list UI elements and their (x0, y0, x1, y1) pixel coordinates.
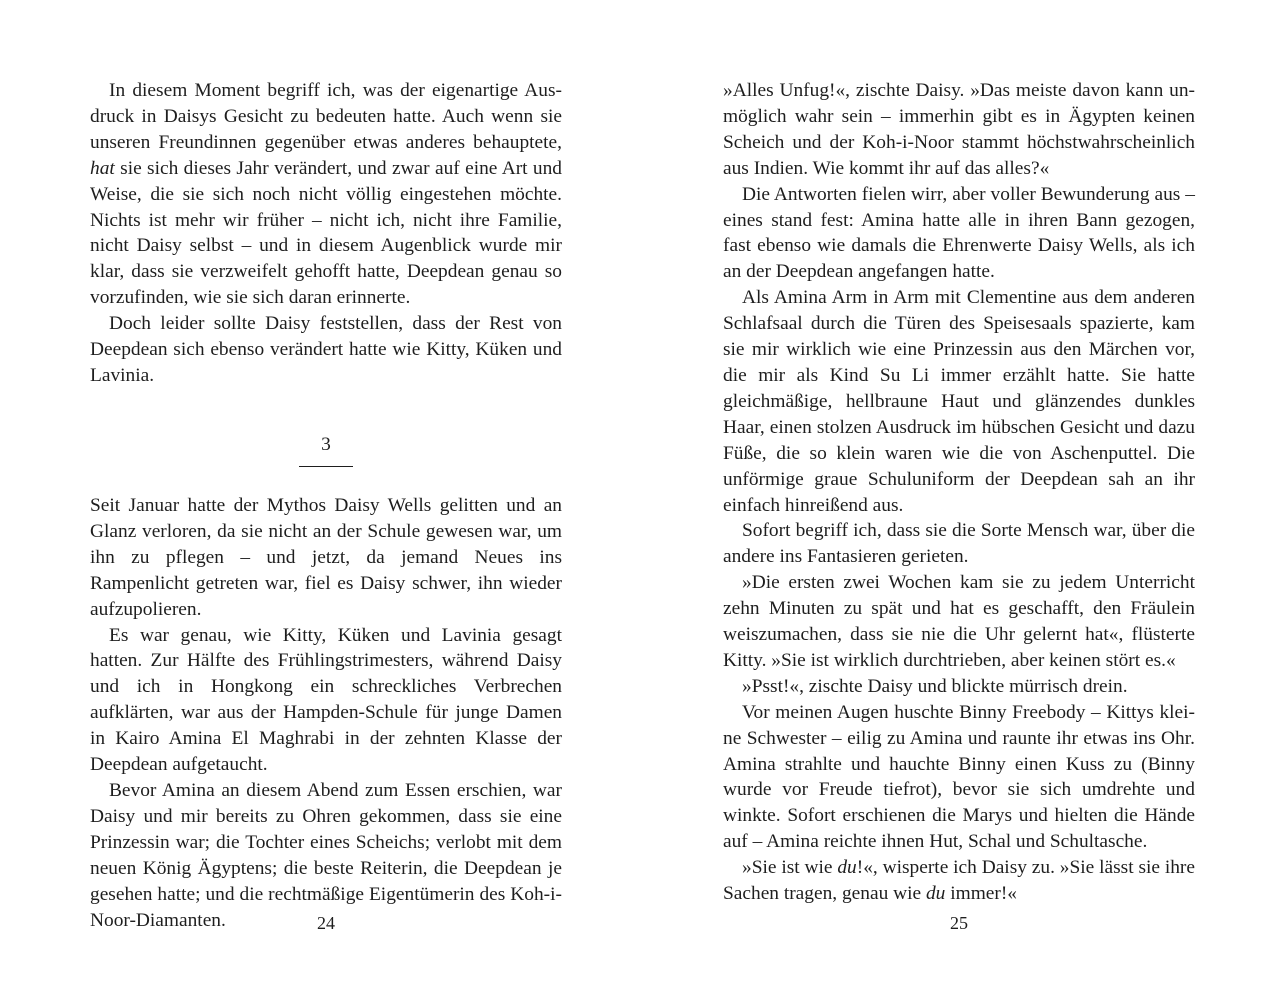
left-page (90, 0, 562, 1000)
emphasized-word: du (925, 883, 946, 905)
chapter-number: 3 (321, 434, 331, 455)
paragraph (90, 78, 562, 311)
paragraph-text: »Sie ist wie (742, 857, 838, 879)
paragraph-text: In diesem Moment begriff ich, was der eigenartige Ausdruck in Daisys Gesicht zu bedeuten hatte. Auch wenn sie unseren Freundinnen gegenüber etwas anderes behauptete, (90, 80, 562, 153)
paragraph (90, 311, 562, 389)
paragraph: »Alles Unfug!«, zischte Daisy. »Das meiste davon kann unmöglich wahr sein – immerhin gibt es in Ägypten keinen Scheich und der Koh-i-Noor stammt höchstwahrscheinlich aus Indien. Wie kommt ihr auf das alles?« (723, 80, 1195, 179)
paragraph-text: immer!« (945, 883, 1017, 905)
paragraph: »Die ersten zwei Wochen kam sie zu jedem Unterricht zehn Minuten zu spät und hat es geschafft, den Fräulein weiszumachen, dass sie nie die Uhr gelernt hat«, flüsterte Kitty. »Sie ist wirklich durchtrieben, aber keinen stört es.« (723, 572, 1195, 671)
chapter-rule (299, 466, 353, 467)
paragraph: »Psst!«, zischte Daisy und blickte mürrisch drein. (742, 675, 1128, 697)
left-page-text-chapter (90, 493, 562, 933)
paragraph: Als Amina Arm in Arm mit Clementine aus dem anderen Schlafsaal durch die Türen des Speisesaals spazierte, kam sie mir wirklich wie eine Prinzessin aus den Märchen vor, die mir als Kind Su Li immer erzählt hatte. Sie hatte gleichmäßige, hellbraune Haut und glänzendes dunkles Haar, einen stolzen Ausdruck im hübschen Gesicht und dazu Füße, die so klein waren wie die von Aschenputtel. Die unförmige graue Schuluniform der Deepdean sah an ihr einfach hinreißend aus. (723, 287, 1195, 516)
paragraph: Vor meinen Augen huschte Binny Freebody – Kittys kleine Schwester – eilig zu Amina und raunte ihr etwas ins Ohr. Amina strahlte und hauchte Binny einen Kuss zu (Binny wurde vor Freude tiefrot), bevor sie sich umdrehte und winkte. Sofort erschienen die Marys und hielten die Hände auf – Amina reichte ihnen Hut, Schal und Schultasche. (723, 701, 1195, 853)
page-number: 25 (950, 913, 968, 933)
chapter-heading (90, 432, 562, 467)
paragraph: Seit Januar hatte der Mythos Daisy Wells gelitten und an Glanz verloren, da sie nicht an der Schule gewesen war, um ihn zu pflegen – und jetzt, da jemand Neues ins Rampenlicht getreten war, fiel es Daisy schwer, ihn wieder aufzupolieren. (90, 495, 562, 620)
paragraph: Sofort begriff ich, dass sie die Sorte Mensch war, über die andere ins Fantasieren gerieten. (723, 520, 1195, 568)
page-number: 24 (317, 913, 335, 933)
right-page-text (723, 78, 1195, 907)
paragraph-text: Doch leider sollte Daisy feststellen, dass der Rest von Deepdean sich ebenso verändert hatte wie Kitty, Küken und Lavinia. (90, 313, 562, 386)
paragraph-text: !«, wisperte ich Daisy zu. »Sie lässt sie ihre Sachen tragen, genau wie (723, 857, 1195, 905)
paragraph: Die Antworten fielen wirr, aber voller Bewunderung aus – eines stand fest: Amina hatte alle in ihren Bann gezogen, fast ebenso wie damals die Ehrenwerte Daisy Wells, als ich an der Deepdean angefangen hatte. (723, 183, 1195, 283)
emphasized-word: hat (90, 157, 115, 179)
emphasized-word: du (837, 857, 857, 879)
paragraph (723, 855, 1195, 907)
paragraph: Bevor Amina an diesem Abend zum Essen erschien, war Daisy und mir bereits zu Ohren gekommen, dass sie eine Prinzessin war; die Tochter eines Scheichs; verlobt mit dem neuen König Ägyptens; die beste Reiterin, die Deepdean je gesehen hatte; und die rechtmäßige Eigentümerin des Koh-i-Noor-Diamanten. (90, 779, 562, 931)
right-page (723, 0, 1195, 1000)
paragraph-text: sie sich dieses Jahr verändert, und zwar auf eine Art und Weise, die sie sich noch nicht völlig eingestehen möchte. Nichts ist mehr wir früher – nicht ich, nicht ihre Familie, nicht Daisy selbst – und in diesem Augenblick wurde mir klar, dass sie verzweifelt gehofft hatte, Deepdean genau so vorzufinden, wie sie sich daran erinnerte. (90, 157, 562, 309)
paragraph: Es war genau, wie Kitty, Küken und Lavinia gesagt hatten. Zur Hälfte des Frühlingstrimesters, während Daisy und ich in Hongkong ein schreckliches Verbrechen aufklärten, war aus der Hampden-Schule für junge Damen in Kairo Amina El Maghrabi in der zehnten Klasse der Deepdean aufgetaucht. (90, 624, 562, 776)
left-page-text-top (90, 78, 562, 389)
